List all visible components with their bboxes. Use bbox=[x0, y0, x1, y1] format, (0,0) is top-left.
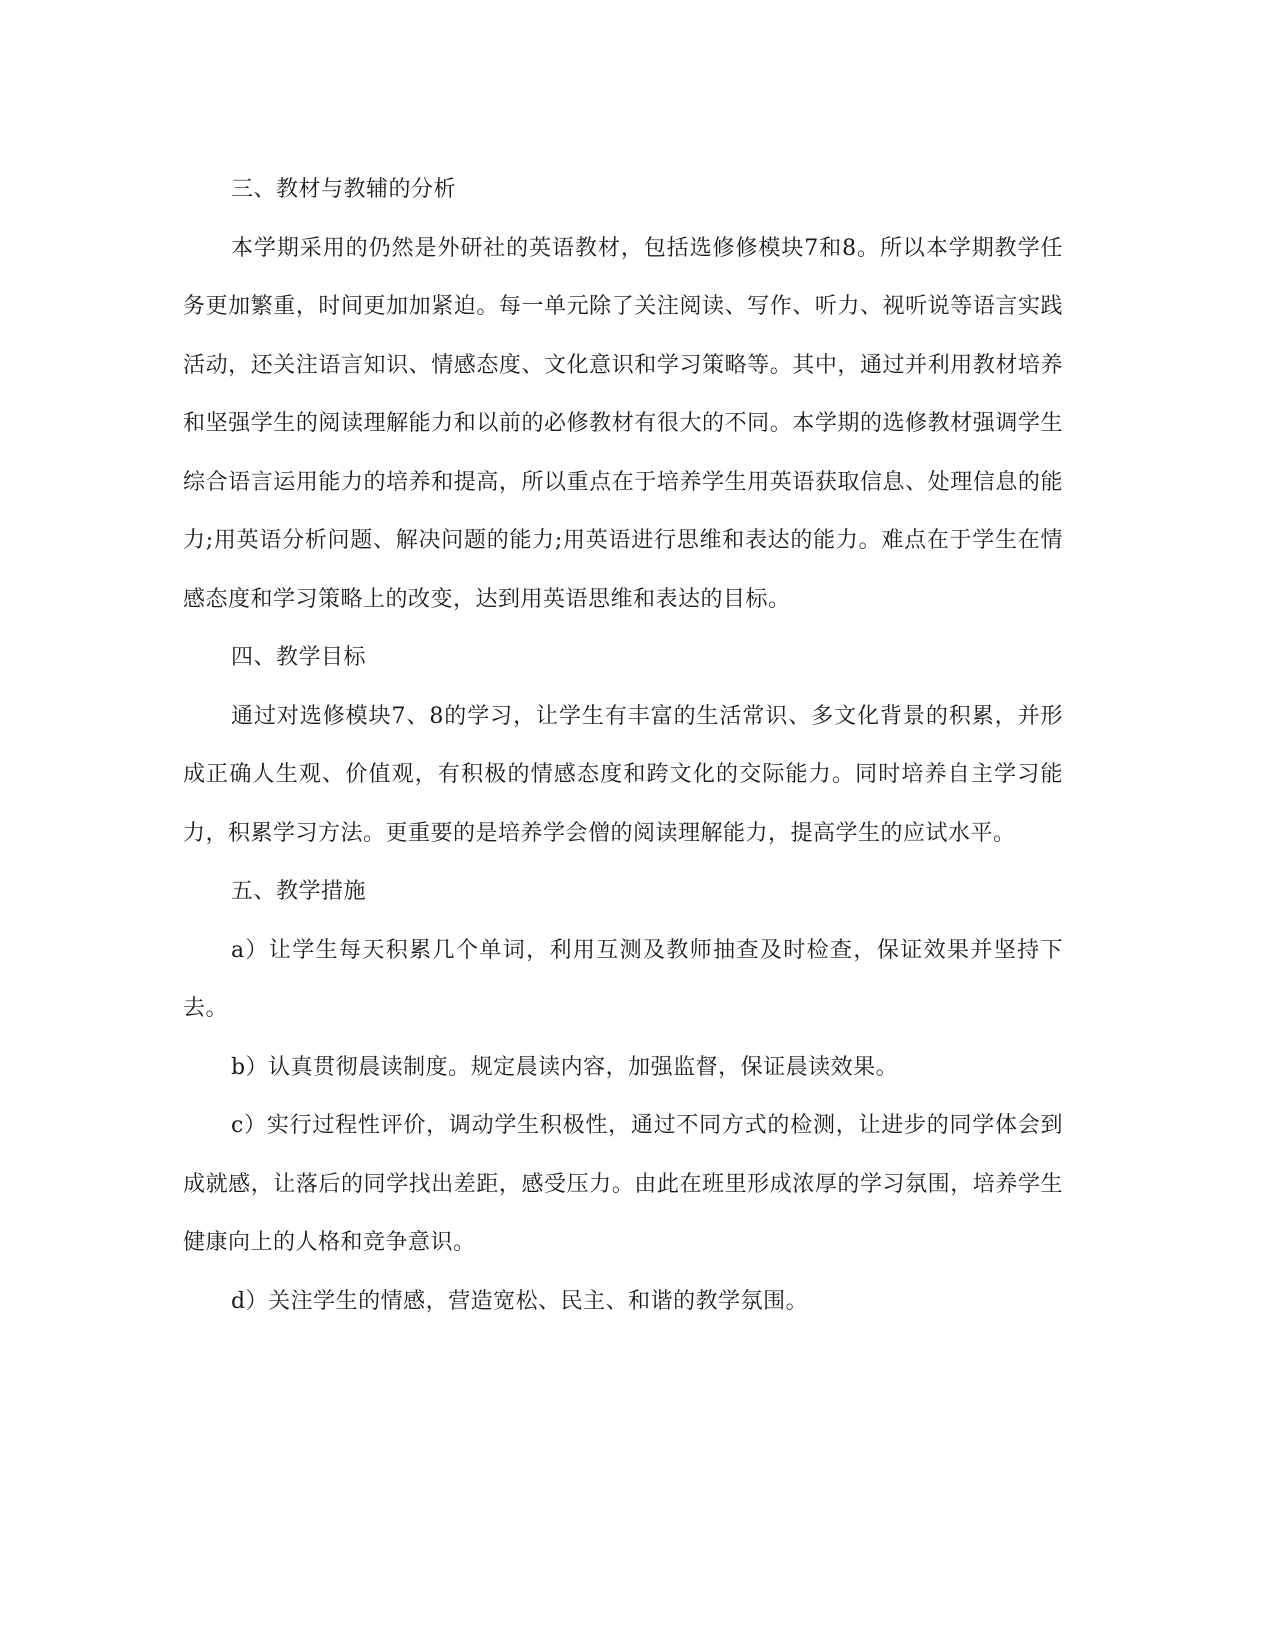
measure-item-b: b）认真贯彻晨读制度。规定晨读内容，加强监督，保证晨读效果。 bbox=[231, 1054, 899, 1080]
measure-item-a: a）让学生每天积累几个单词，利用互测及教师抽查及时检查，保证效果并坚持下去。 bbox=[183, 937, 1063, 1021]
section-heading-measures: 五、教学措施 bbox=[231, 879, 367, 904]
section-heading-goals: 四、教学目标 bbox=[231, 645, 367, 670]
section-heading-materials: 三、教材与教辅的分析 bbox=[231, 177, 457, 202]
measure-item-d: d）关注学生的情感，营造宽松、民主、和谐的教学氛围。 bbox=[231, 1288, 809, 1314]
measure-item-c: c）实行过程性评价，调动学生积极性，通过不同方式的检测，让进步的同学体会到成就感，让落后的同学找出差距，感受压力。由此在班里形成浓厚的学习氛围，培养学生健康向上的人格和竞争意识。 bbox=[183, 1113, 1063, 1255]
paragraph-teaching-goals: 通过对选修模块7、8的学习，让学生有丰富的生活常识、多文化背景的积累，并形成正确人生观、价值观，有积极的情感态度和跨文化的交际能力。同时培养自主学习能力，积累学习方法。更重要的是培养学会僧的阅读理解能力，提高学生的应试水平。 bbox=[183, 703, 1063, 846]
paragraph-materials-analysis: 本学期采用的仍然是外研社的英语教材，包括选修修模块7和8。所以本学期教学任务更加繁重，时间更加加紧迫。每一单元除了关注阅读、写作、听力、视听说等语言实践活动，还关注语言知识、情感态度、文化意识和学习策略等。其中，通过并利用教材培养和坚强学生的阅读理解能力和以前的必修教材有很大的不同。本学期的选修教材强调学生综合语言运用能力的培养和提高，所以重点在于培养学生用英语获取信息、处理信息的能力;用英语分析问题、解决问题的能力;用英语进行思维和表达的能力。难点在于学生在情感态度和学习策略上的改变，达到用英语思维和表达的目标。 bbox=[183, 235, 1063, 612]
document-body bbox=[183, 161, 1063, 1331]
